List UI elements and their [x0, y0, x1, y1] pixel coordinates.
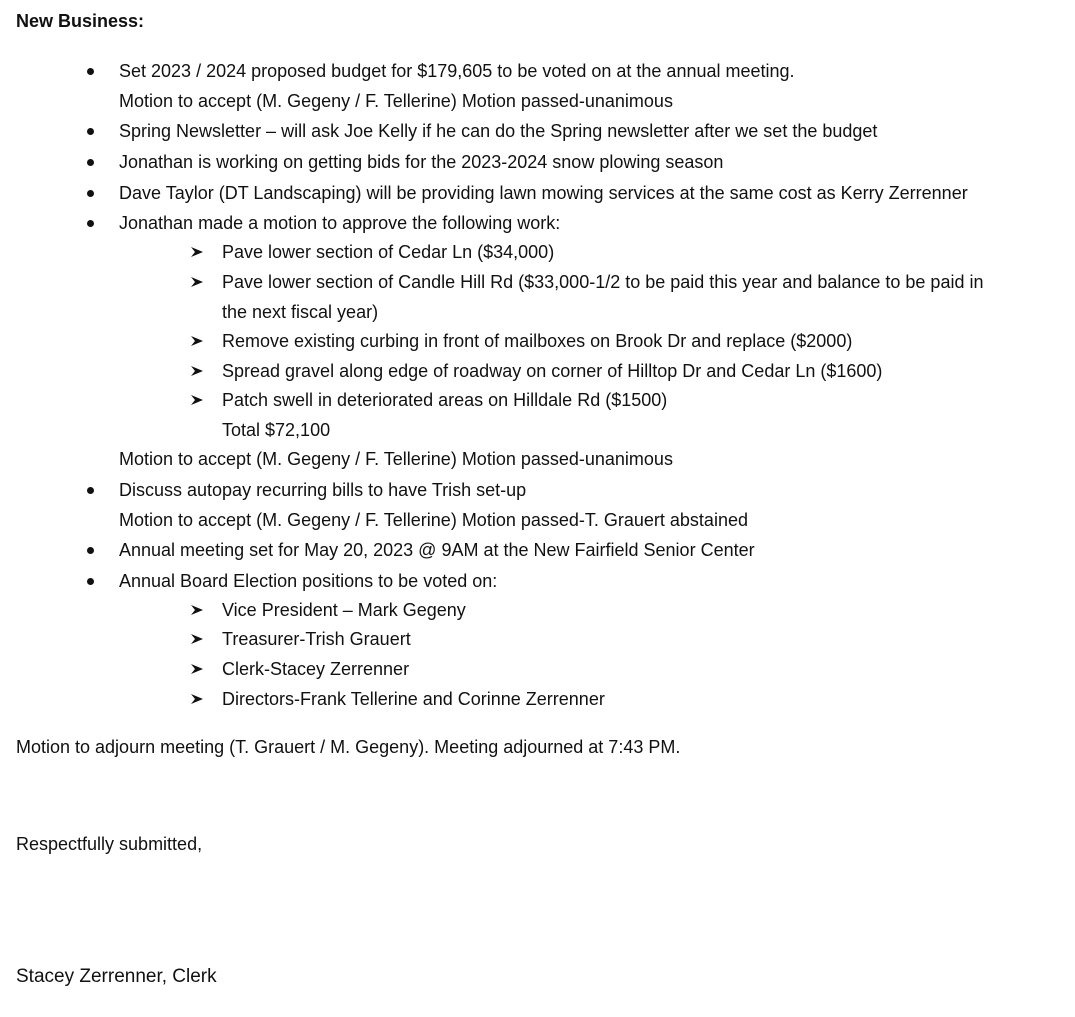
annual-meeting-item: Annual meeting set for May 20, 2023 @ 9AM at the New Fairfield Senior Center	[119, 540, 755, 560]
arrow-bullet-icon	[190, 275, 204, 289]
closing-text: Respectfully submitted,	[16, 834, 203, 854]
arrow-bullet-icon	[190, 603, 204, 617]
work-item: Remove existing curbing in front of mailboxes on Brook Dr and replace ($2000)	[222, 331, 853, 351]
section-heading: New Business:	[16, 11, 145, 31]
bullet-icon	[87, 190, 94, 197]
position-item: Clerk-Stacey Zerrenner	[222, 659, 410, 679]
arrow-bullet-icon	[190, 364, 204, 378]
adjourn-text: Motion to adjourn meeting (T. Grauert / M. Gegeny). Meeting adjourned at 7:43 PM.	[16, 737, 681, 757]
arrow-bullet-icon	[190, 334, 204, 348]
bullet-icon	[87, 128, 94, 135]
work-item: Spread gravel along edge of roadway on corner of Hilltop Dr and Cedar Ln ($1600)	[222, 361, 883, 381]
arrow-bullet-icon	[190, 393, 204, 407]
bullet-icon	[87, 68, 94, 75]
snow-plowing-item: Jonathan is working on getting bids for the 2023-2024 snow plowing season	[119, 152, 724, 172]
arrow-bullet-icon	[190, 692, 204, 706]
signature-text: Stacey Zerrenner, Clerk	[16, 966, 217, 987]
position-item: Vice President – Mark Gegeny	[222, 600, 466, 620]
autopay-motion: Motion to accept (M. Gegeny / F. Tellerine) Motion passed-T. Grauert abstained	[119, 510, 748, 530]
work-item: Patch swell in deteriorated areas on Hilldale Rd ($1500)	[222, 390, 668, 410]
work-motion-item: Jonathan made a motion to approve the following work:	[119, 213, 561, 233]
bullet-icon	[87, 487, 94, 494]
bullet-icon	[87, 159, 94, 166]
bullet-icon	[87, 547, 94, 554]
bullet-icon	[87, 220, 94, 227]
work-motion-result: Motion to accept (M. Gegeny / F. Tellerine) Motion passed-unanimous	[119, 449, 673, 469]
arrow-bullet-icon	[190, 245, 204, 259]
position-item: Treasurer-Trish Grauert	[222, 629, 411, 649]
work-total: Total $72,100	[222, 420, 331, 440]
landscaping-item: Dave Taylor (DT Landscaping) will be providing lawn mowing services at the same cost as Kerry Zerrenner	[119, 183, 968, 203]
work-item: Pave lower section of Cedar Ln ($34,000)	[222, 242, 555, 262]
work-item: Pave lower section of Candle Hill Rd ($33,000-1/2 to be paid this year and balance to be paid in	[222, 272, 984, 292]
election-item: Annual Board Election positions to be voted on:	[119, 571, 498, 591]
budget-motion: Motion to accept (M. Gegeny / F. Tellerine) Motion passed-unanimous	[119, 91, 673, 111]
arrow-bullet-icon	[190, 632, 204, 646]
work-item-continuation: the next fiscal year)	[222, 302, 379, 322]
budget-item: Set 2023 / 2024 proposed budget for $179,605 to be voted on at the annual meeting.	[119, 61, 795, 81]
bullet-icon	[87, 578, 94, 585]
arrow-bullet-icon	[190, 662, 204, 676]
autopay-item: Discuss autopay recurring bills to have Trish set-up	[119, 480, 527, 500]
position-item: Directors-Frank Tellerine and Corinne Zerrenner	[222, 689, 605, 709]
newsletter-item: Spring Newsletter – will ask Joe Kelly if he can do the Spring newsletter after we set the budget	[119, 121, 878, 141]
